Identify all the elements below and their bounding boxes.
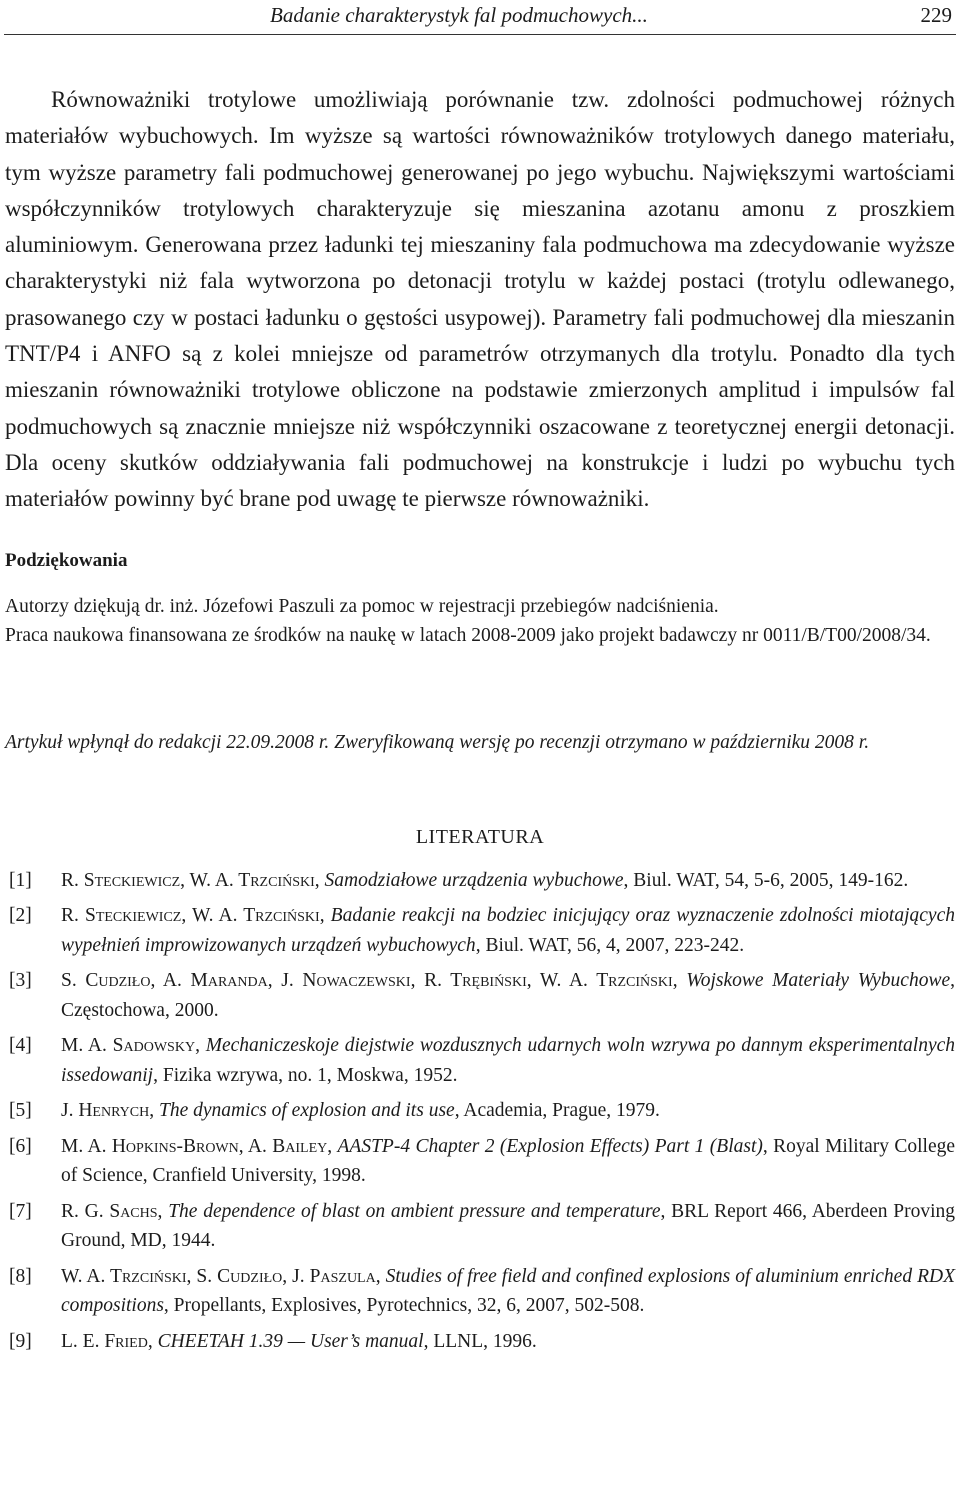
reference-details: , Propellants, Explosives, Pyrotechnics, 32, 6, 2007, 502-508. [163, 1295, 645, 1317]
received-note: Artykuł wpłynął do redakcji 22.09.2008 r. Zweryfikowaną wersję po recenzji otrzymano w październiku 2008 r. [5, 731, 870, 753]
reference-title: CHEETAH 1.39 — User’s manual [157, 1330, 424, 1352]
reference-number: [5] [9, 1100, 32, 1122]
reference-number: [4] [9, 1035, 32, 1057]
reference-item [5, 1132, 955, 1191]
reference-number: [8] [9, 1265, 32, 1287]
reference-title: Studies of free field and confined explosions of aluminium enriched RDX compositions [61, 1265, 956, 1317]
reference-authors: W. A. Trzciński, S. Cudziło, J. Paszula [61, 1265, 376, 1287]
reference-details: , BRL Report 466, Aberdeen Proving Ground, MD, 1944. [61, 1200, 956, 1252]
reference-details: , Academia, Prague, 1979. [454, 1100, 660, 1122]
reference-number: [1] [9, 869, 32, 891]
reference-title: AASTP-4 Chapter 2 (Explosion Effects) Part 1 (Blast) [337, 1135, 763, 1157]
reference-text: M. A. Sadowsky, Mechaniczeskoje diejstwie wozdusznych udarnych woln wzrywa po dannym eksperimentalnych issedowanij, Fizika wzrywa, no. 1, Moskwa, 1952. [61, 1035, 955, 1086]
reference-item [5, 1197, 955, 1256]
running-header [0, 0, 960, 36]
conclusion-paragraph: Równoważniki trotylowe umożliwiają porównanie tzw. zdolności podmuchowej różnych materiałów wybuchowych. Im wyższe są wartości równoważników trotylowych danego materiału, tym wyższe parametry fali podmuchowej generowanej po jego wybuchu. Największymi wartościami współczynników trotylowych charakteryzuje się mieszanina azotanu amonu z proszkiem aluminiowym. Generowana przez ładunki tej mieszaniny fala podmuchowa ma zdecydowanie wyższe charakterystyki niż fala wytworzona po detonacji trotylu w każdej postaci (trotylu odlewanego, prasowanego czy w postaci ładunku o gęstości usypowej). Parametry fali podmuchowej dla mieszanin TNT/P4 i ANFO są z kolei mniejsze od parametrów otrzymanych dla trotylu. Ponadto dla tych mieszanin równoważniki trotylowe obliczone na podstawie zmierzonych amplitud i impulsów fal podmuchowych są znacznie mniejsze niż współczynniki oszacowane z teoretycznej energii detonacji. Dla oceny skutków oddziaływania fali podmuchowej na konstrukcje i ludzi po wybuchu tych materiałów powinny być brane pod uwagę te pierwsze równoważniki. [5, 87, 955, 512]
reference-details: , Biul. WAT, 56, 4, 2007, 223-242. [475, 934, 745, 956]
reference-text: L. E. Fried, CHEETAH 1.39 — User’s manual, LLNL, 1996. [61, 1330, 537, 1352]
acknowledgement-line: Autorzy dziękują dr. inż. Józefowi Paszuli za pomoc w rejestracji przebiegów nadciśnienia. [5, 595, 719, 617]
funding-line: Praca naukowa finansowana ze środków na naukę w latach 2008-2009 jako projekt badawczy nr 0011/B/T00/2008/34. [5, 624, 931, 646]
reference-item [5, 966, 955, 1025]
reference-text: R. Steckiewicz, W. A. Trzciński, Samodziałowe urządzenia wybuchowe, Biul. WAT, 54, 5-6, 2005, 149-162. [61, 869, 909, 891]
reference-item [5, 866, 955, 896]
reference-authors: M. A. Hopkins-Brown, A. Bailey [61, 1135, 328, 1157]
references-title: LITERATURA [415, 825, 545, 848]
reference-number: [2] [9, 905, 32, 927]
reference-authors: R. Steckiewicz, W. A. Trzciński [61, 905, 320, 927]
reference-title: Samodziałowe urządzenia wybuchowe [324, 869, 624, 891]
reference-details: , Częstochowa, 2000. [61, 970, 956, 1021]
reference-details: , Biul. WAT, 54, 5-6, 2005, 149-162. [623, 869, 909, 891]
reference-title: Badanie reakcji na bodziec inicjujący oraz wyznaczenie zdolności miotających wypełnień improwizowanych urządzeń wybuchowych [61, 905, 955, 956]
reference-text: J. Henrych, The dynamics of explosion and its use, Academia, Prague, 1979. [61, 1100, 660, 1122]
reference-item [5, 1096, 955, 1126]
reference-details: , Fizika wzrywa, no. 1, Moskwa, 1952. [153, 1064, 458, 1086]
reference-item [5, 1327, 955, 1357]
reference-authors: L. E. Fried [61, 1330, 148, 1352]
reference-text: W. A. Trzciński, S. Cudziło, J. Paszula, Studies of free field and confined explosions of aluminium enriched RDX compositions, Propellants, Explosives, Pyrotechnics, 32, 6, 2007, 502-508. [61, 1265, 956, 1317]
acknowledgements-block [5, 592, 955, 650]
reference-details: , LLNL, 1996. [423, 1330, 537, 1352]
header-rule [4, 34, 956, 35]
reference-authors: R. G. Sachs [61, 1200, 158, 1222]
reference-text: R. G. Sachs, The dependence of blast on ambient pressure and temperature, BRL Report 466, Aberdeen Proving Ground, MD, 1944. [61, 1200, 956, 1252]
reference-item [5, 901, 955, 960]
reference-number: [6] [9, 1135, 32, 1157]
reference-text: M. A. Hopkins-Brown, A. Bailey, AASTP-4 Chapter 2 (Explosion Effects) Part 1 (Blast), Royal Military College of Science, Cranfield University, 1998. [61, 1135, 956, 1187]
running-title: Badanie charakterystyk fal podmuchowych... [270, 3, 648, 27]
reference-text: R. Steckiewicz, W. A. Trzciński, Badanie reakcji na bodziec inicjujący oraz wyznaczenie zdolności miotających wypełnień improwizowanych urządzeń wybuchowych, Biul. WAT, 56, 4, 2007, 223-242. [61, 905, 955, 956]
reference-authors: S. Cudziło, A. Maranda, J. Nowaczewski, R. Trębiński, W. A. Trzciński [61, 970, 673, 992]
reference-text: S. Cudziło, A. Maranda, J. Nowaczewski, R. Trębiński, W. A. Trzciński, Wojskowe Materiały Wybuchowe, Częstochowa, 2000. [61, 970, 956, 1021]
reference-number: [3] [9, 970, 32, 992]
reference-title: Wojskowe Materiały Wybuchowe [686, 970, 951, 992]
page-number: 229 [920, 3, 952, 27]
acknowledgements-heading: Podziękowania [5, 549, 128, 571]
reference-number: [9] [9, 1330, 32, 1352]
reference-item [5, 1031, 955, 1090]
reference-title: The dependence of blast on ambient pressure and temperature [168, 1200, 661, 1222]
reference-authors: M. A. Sadowsky [61, 1035, 196, 1057]
reference-title: Mechaniczeskoje diejstwie wozdusznych udarnych woln wzrywa po dannym eksperimentalnych issedowanij [61, 1035, 955, 1086]
reference-title: The dynamics of explosion and its use [158, 1100, 455, 1122]
reference-authors: R. Steckiewicz, W. A. Trzciński [61, 869, 315, 891]
reference-item [5, 1262, 955, 1321]
page-content [5, 82, 955, 1362]
reference-list [5, 866, 955, 1357]
reference-number: [7] [9, 1200, 32, 1222]
reference-authors: J. Henrych [61, 1100, 150, 1122]
reference-details: , Royal Military College of Science, Cranfield University, 1998. [61, 1135, 956, 1187]
